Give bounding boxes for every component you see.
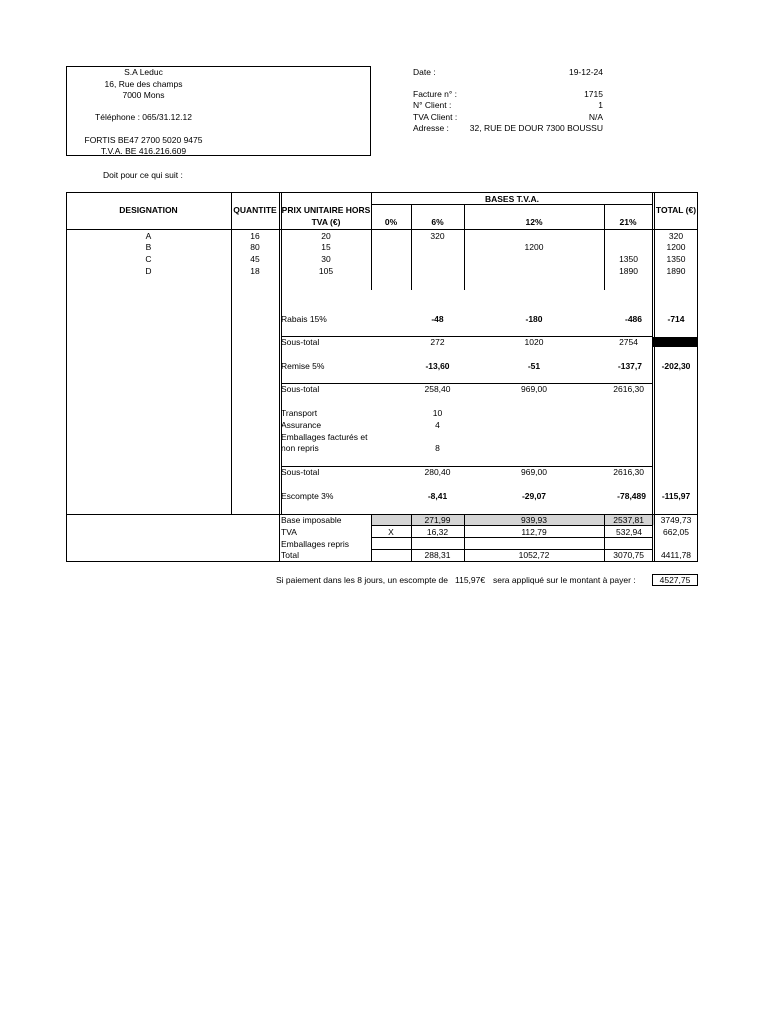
client-vat-label: TVA Client : — [413, 112, 458, 122]
header-designation: DESIGNATION — [119, 205, 178, 215]
blank-cell — [653, 337, 698, 347]
header-rate-12: 12% — [525, 217, 543, 227]
sender-phone: Téléphone : 065/31.12.12 — [95, 112, 192, 122]
client-no-label: N° Client : — [413, 100, 452, 110]
address-label: Adresse : — [413, 123, 449, 133]
header-unit-price-2: TVA (€) — [311, 217, 341, 227]
returned-packaging-label: Emballages repris — [281, 539, 350, 549]
date-label: Date : — [413, 67, 436, 77]
header-rate-0: 0% — [384, 217, 398, 227]
invoice-no-label: Facture n° : — [413, 89, 458, 99]
amount-due: 4527,75 — [659, 575, 691, 585]
sender-name: S.A Leduc — [124, 67, 163, 77]
sender-street: 16, Rue des champs — [104, 79, 183, 89]
sender-city: 7000 Mons — [122, 90, 165, 100]
header-total: TOTAL (€) — [655, 205, 697, 215]
header-unit-price-1: PRIX UNITAIRE HORS — [281, 205, 371, 215]
address-value: 32, RUE DE DOUR 7300 BOUSSU — [469, 123, 603, 133]
invoice-no-value: 1715 — [584, 89, 603, 99]
client-vat-value: N/A — [588, 112, 603, 122]
client-no-value: 1 — [598, 100, 603, 110]
header-bases: BASES T.V.A. — [484, 194, 539, 204]
date-value: 19-12-24 — [568, 67, 603, 77]
header-quantity: QUANTITE — [233, 205, 277, 215]
sender-bank: FORTIS BE47 2700 5020 9475 — [84, 135, 203, 145]
header-rate-6: 6% — [431, 217, 444, 227]
intro-text: Doit pour ce qui suit : — [103, 170, 183, 180]
header-rate-21: 21% — [619, 217, 637, 227]
sender-vat: T.V.A. BE 416.216.609 — [100, 146, 187, 156]
